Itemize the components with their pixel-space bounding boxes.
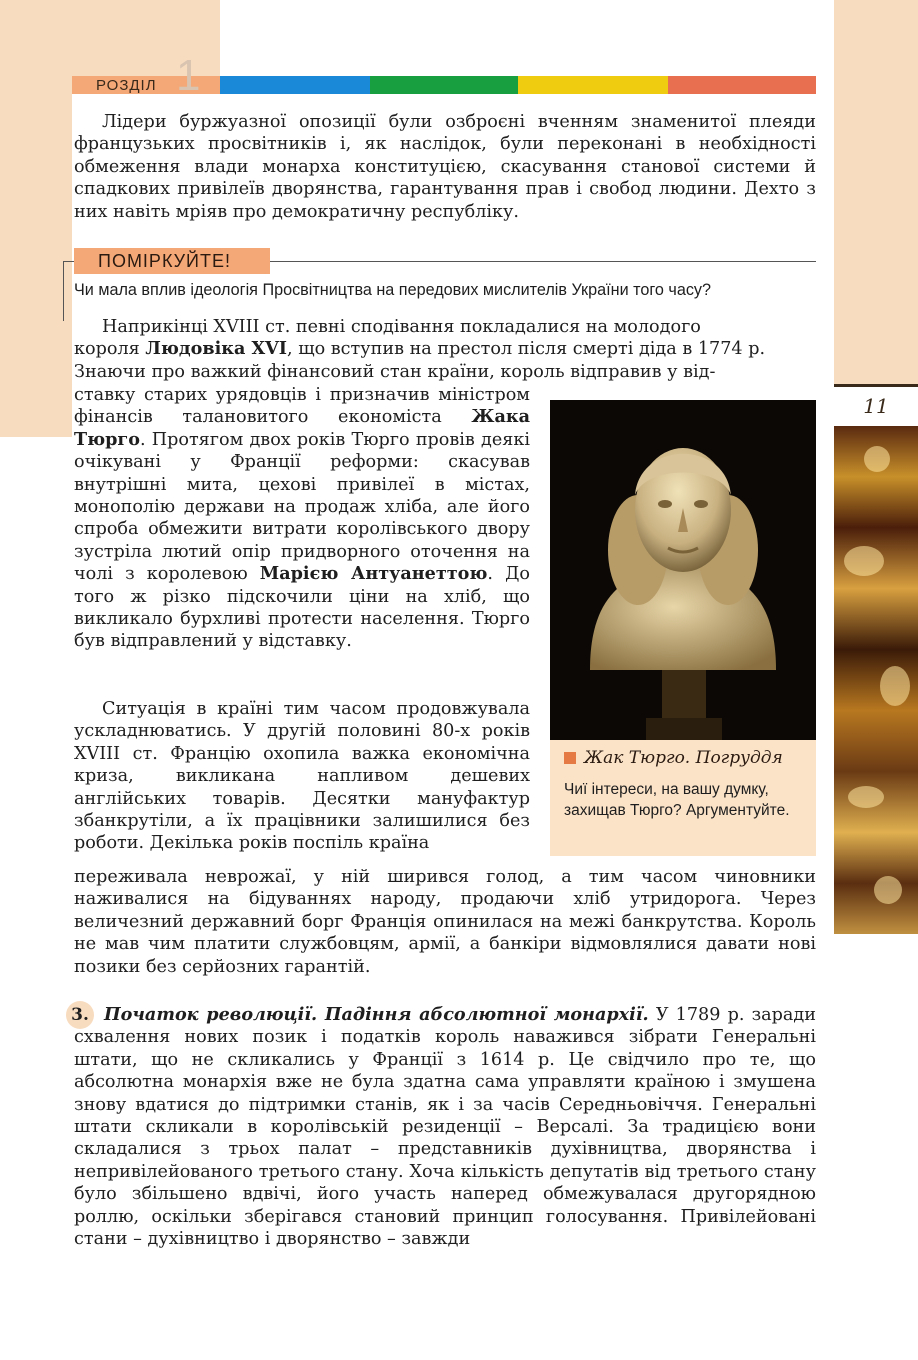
section-title: Початок революції. Падіння абсолютної монархії. xyxy=(104,1004,649,1025)
chapter-number: 1 xyxy=(176,51,201,100)
think-label: ПОМІРКУЙТЕ! xyxy=(74,248,270,274)
paragraph-intro: Лідери буржуазної опозиції були озброєні вченням знаменитої плеяди французьких просвітників і, як наслідок, були переконані в необхідності обмеження влади монарха конституцією, скасування станової системи й спадкових привілеїв дворянства, гарантування прав і свобод людини. Дехто з них навіть мріяв про демократичну республіку. xyxy=(74,112,816,222)
paragraph-column xyxy=(74,384,530,653)
bar-segment xyxy=(518,76,668,94)
text-span: ставку старих урядовців і призначив міністром фінансів талановитого економіста xyxy=(74,385,530,428)
bust-icon xyxy=(550,400,816,740)
text-span: . Протягом двох років Тюрго провів деякі очікувані у Франції реформи: скасував внутрішні мита, цехові привілеї в містах, монополію держави на продаж хліба, але його спроба обмежити витрати королівського двору зустріла лютий опір придворного оточення на чолі з королевою xyxy=(74,429,530,585)
right-margin-strip xyxy=(834,0,918,385)
paragraph-continued: переживала неврожаї, у ній ширився голод, а тим часом чиновники наживалися на бідуваннях народу, продаючи хліб утридорога. Через величезний державний борг Франція опинилася на межі банкрутства. Король не мав чим платити службовцям, армії, а банкіри відмовлялися давати нові позики без серйозних гарантій. xyxy=(74,867,816,977)
bold-name: Людовіка XVI xyxy=(145,338,288,359)
think-bracket xyxy=(63,261,64,321)
bold-name: Марією Антуанеттою xyxy=(259,563,488,585)
bar-segment xyxy=(220,76,370,94)
think-question: Чи мала вплив ідеологія Просвітництва на передових мислителів України того часу? xyxy=(74,281,712,299)
text-span: , що вступив на престол після смерті діда в 1774 р. xyxy=(287,339,766,359)
left-margin-strip xyxy=(0,0,72,437)
right-divider xyxy=(834,384,918,387)
paragraph-line xyxy=(74,338,816,360)
bar-segment xyxy=(668,76,816,94)
section-number: 3. xyxy=(66,1001,94,1029)
turgot-bust-photo xyxy=(550,400,816,740)
text-span: У 1789 р. заради схвалення нових позик і податків король наважився зібрати Генеральні штати, що не скликались у Франції з 1614 р. Це свідчило про те, що абсолютна монархія вже не була здатна сама управляти країною і змушена знову вдатися до підтримки станів, як і за часів Середньовіччя. Генеральні штати скликали в королівській резиденції – Версалі. За традицією вони складалися з трьох палат – представників духівництва, дворянства і непривілейованого третього стану. Хоча кількість депутатів від третього стану було збільшено вдвічі, його участь наперед обмежувалася другорядною роллю, оскільки зберігався становий принцип голосування. Привілейовані стани – духівництво і дворянство – завжди xyxy=(74,1005,816,1250)
text-span: . До того ж різко підскочили ціни на хліб, що викликало бурхливі протести населення. Тюрго був відправлений у відставку. xyxy=(74,564,530,652)
paragraph-column: Ситуація в країні тим часом продовжувала ускладнюватись. У другій половині 80-х років XVIII ст. Францію охопила важка економічна криза, викликана напливом дешевих англійських товарів. Десятки мануфактур збанкрутіли, а їх працівники залишилися без роботи. Декілька років поспіль країна xyxy=(74,699,530,854)
square-marker-icon xyxy=(564,752,576,764)
bold-name: Жака Тюрго xyxy=(74,406,530,450)
bar-segment xyxy=(370,76,518,94)
text-span: короля xyxy=(74,339,146,359)
paragraph-line: Знаючи про важкий фінансовий стан країни, король відправив у від- xyxy=(74,362,716,382)
section-paragraph xyxy=(74,1004,816,1250)
figure-caption: Жак Тюрго. Погруддя xyxy=(584,748,783,768)
think-bracket-tick xyxy=(63,261,74,262)
think-divider xyxy=(270,261,816,262)
side-illustration xyxy=(834,426,918,934)
page-number: 11 xyxy=(863,394,889,418)
chapter-label: РОЗДІЛ xyxy=(96,77,157,94)
paragraph-line: Наприкінці XVIII ст. певні сподівання покладалися на молодого xyxy=(102,317,701,337)
figure-question: Чиї інтереси, на вашу думку, захищав Тюрго? Аргументуйте. xyxy=(564,781,790,819)
